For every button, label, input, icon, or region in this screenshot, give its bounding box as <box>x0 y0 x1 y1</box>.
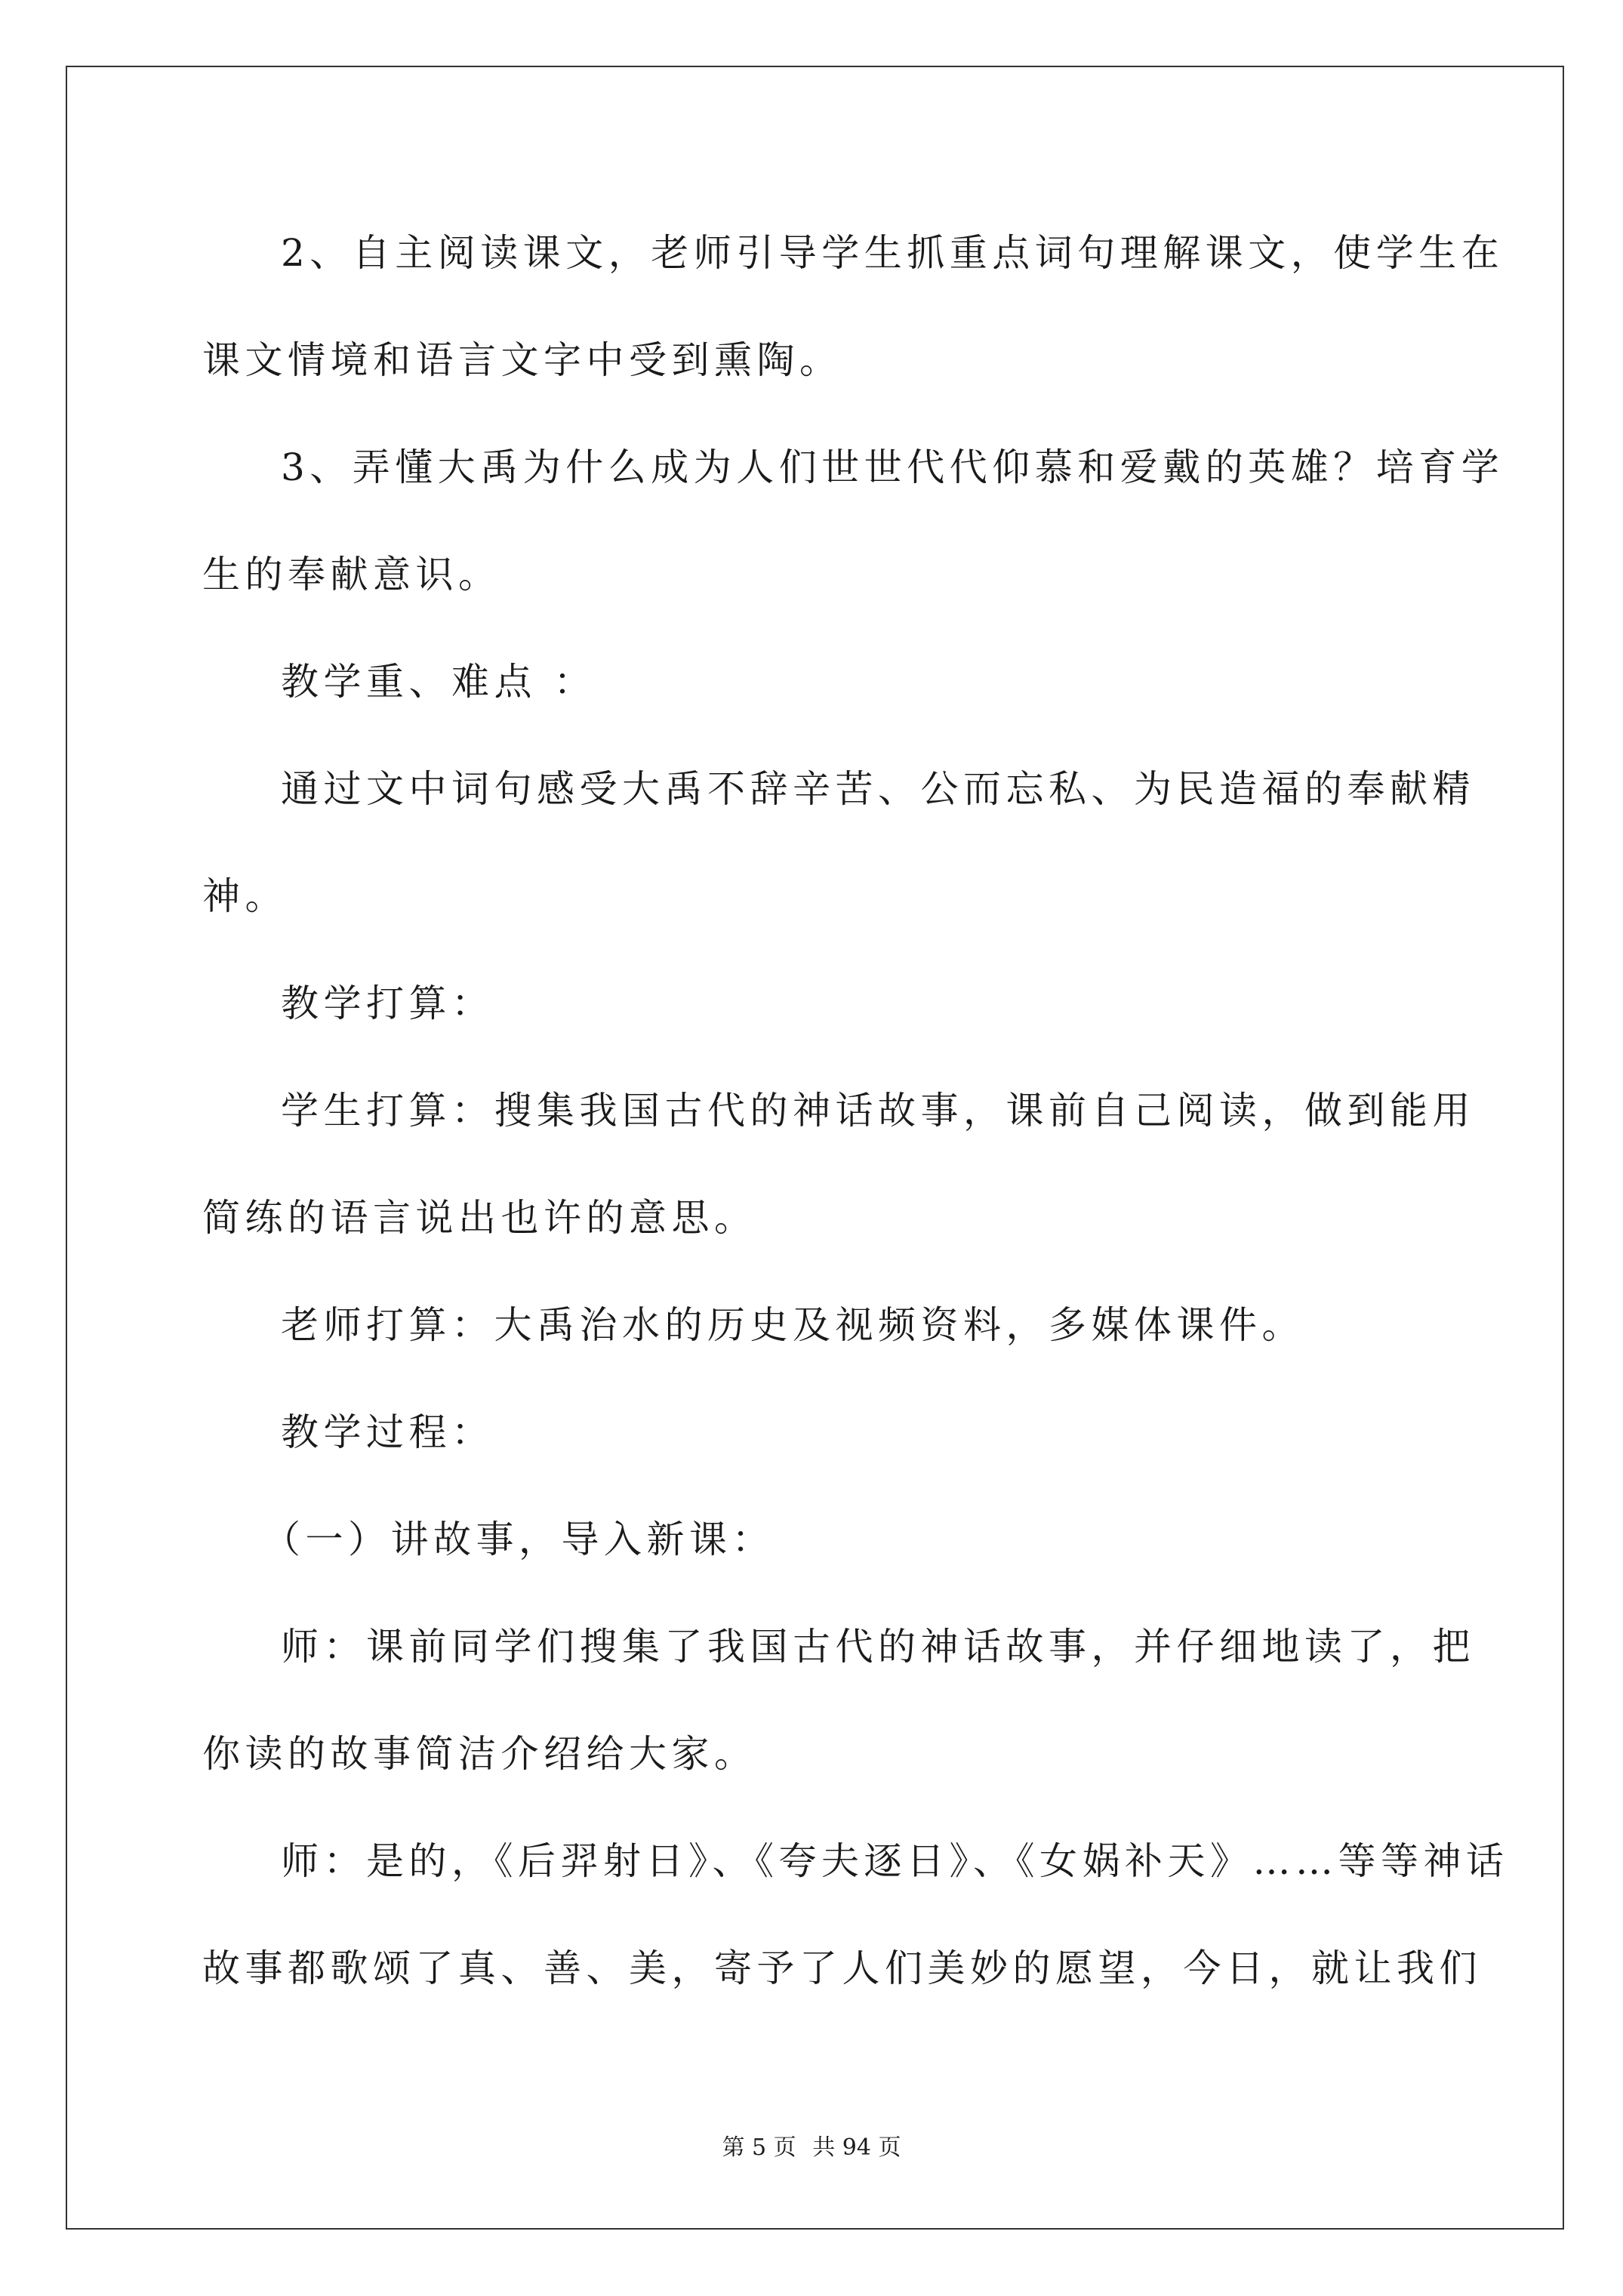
paragraph-line: 简练的语言说出也许的意思。 <box>202 1196 757 1240</box>
paragraph-line: 你读的故事简洁介绍给大家。 <box>202 1732 757 1776</box>
page-footer <box>0 2133 1623 2163</box>
paragraph-line: 课文情境和语言文字中受到熏陶。 <box>202 338 842 382</box>
page-border <box>66 66 1564 2230</box>
section-heading: （一）讲故事，导入新课： <box>263 1518 775 1561</box>
paragraph-line: 师：课前同学们搜集了我国古代的神话故事，并仔细地读了，把 <box>281 1625 1475 1669</box>
section-heading: 教学过程： <box>281 1410 494 1454</box>
section-heading: 教学打算： <box>281 982 494 1025</box>
paragraph-line: 2、自主阅读课文，老师引导学生抓重点词句理解课文，使学生在 <box>281 231 1504 275</box>
paragraph-line: 老师打算：大禹治水的历史及视频资料，多媒体课件。 <box>281 1303 1304 1347</box>
paragraph-line: 师：是的，《后羿射日》、《夸夫逐日》、《女娲补天》……等等神话 <box>281 1839 1509 1883</box>
section-heading: 教学重、难点 ： <box>281 660 596 704</box>
paragraph-line: 学生打算：搜集我国古代的神话故事，课前自己阅读，做到能用 <box>281 1089 1475 1133</box>
paragraph-line: 生的奉献意识。 <box>202 553 501 596</box>
paragraph-line: 神。 <box>202 874 288 918</box>
page-number: 第 5 页 <box>722 2134 796 2161</box>
paragraph-line: 故事都歌颂了真、善、美，寄予了人们美妙的愿望，今日，就让我们 <box>202 1946 1482 1990</box>
paragraph-line: 3、弄懂大禹为什么成为人们世世代代仰慕和爱戴的英雄？培育学 <box>281 445 1504 489</box>
paragraph-line: 通过文中词句感受大禹不辞辛苦、公而忘私、为民造福的奉献精 <box>281 767 1475 811</box>
page-total: 共 94 页 <box>812 2134 901 2161</box>
